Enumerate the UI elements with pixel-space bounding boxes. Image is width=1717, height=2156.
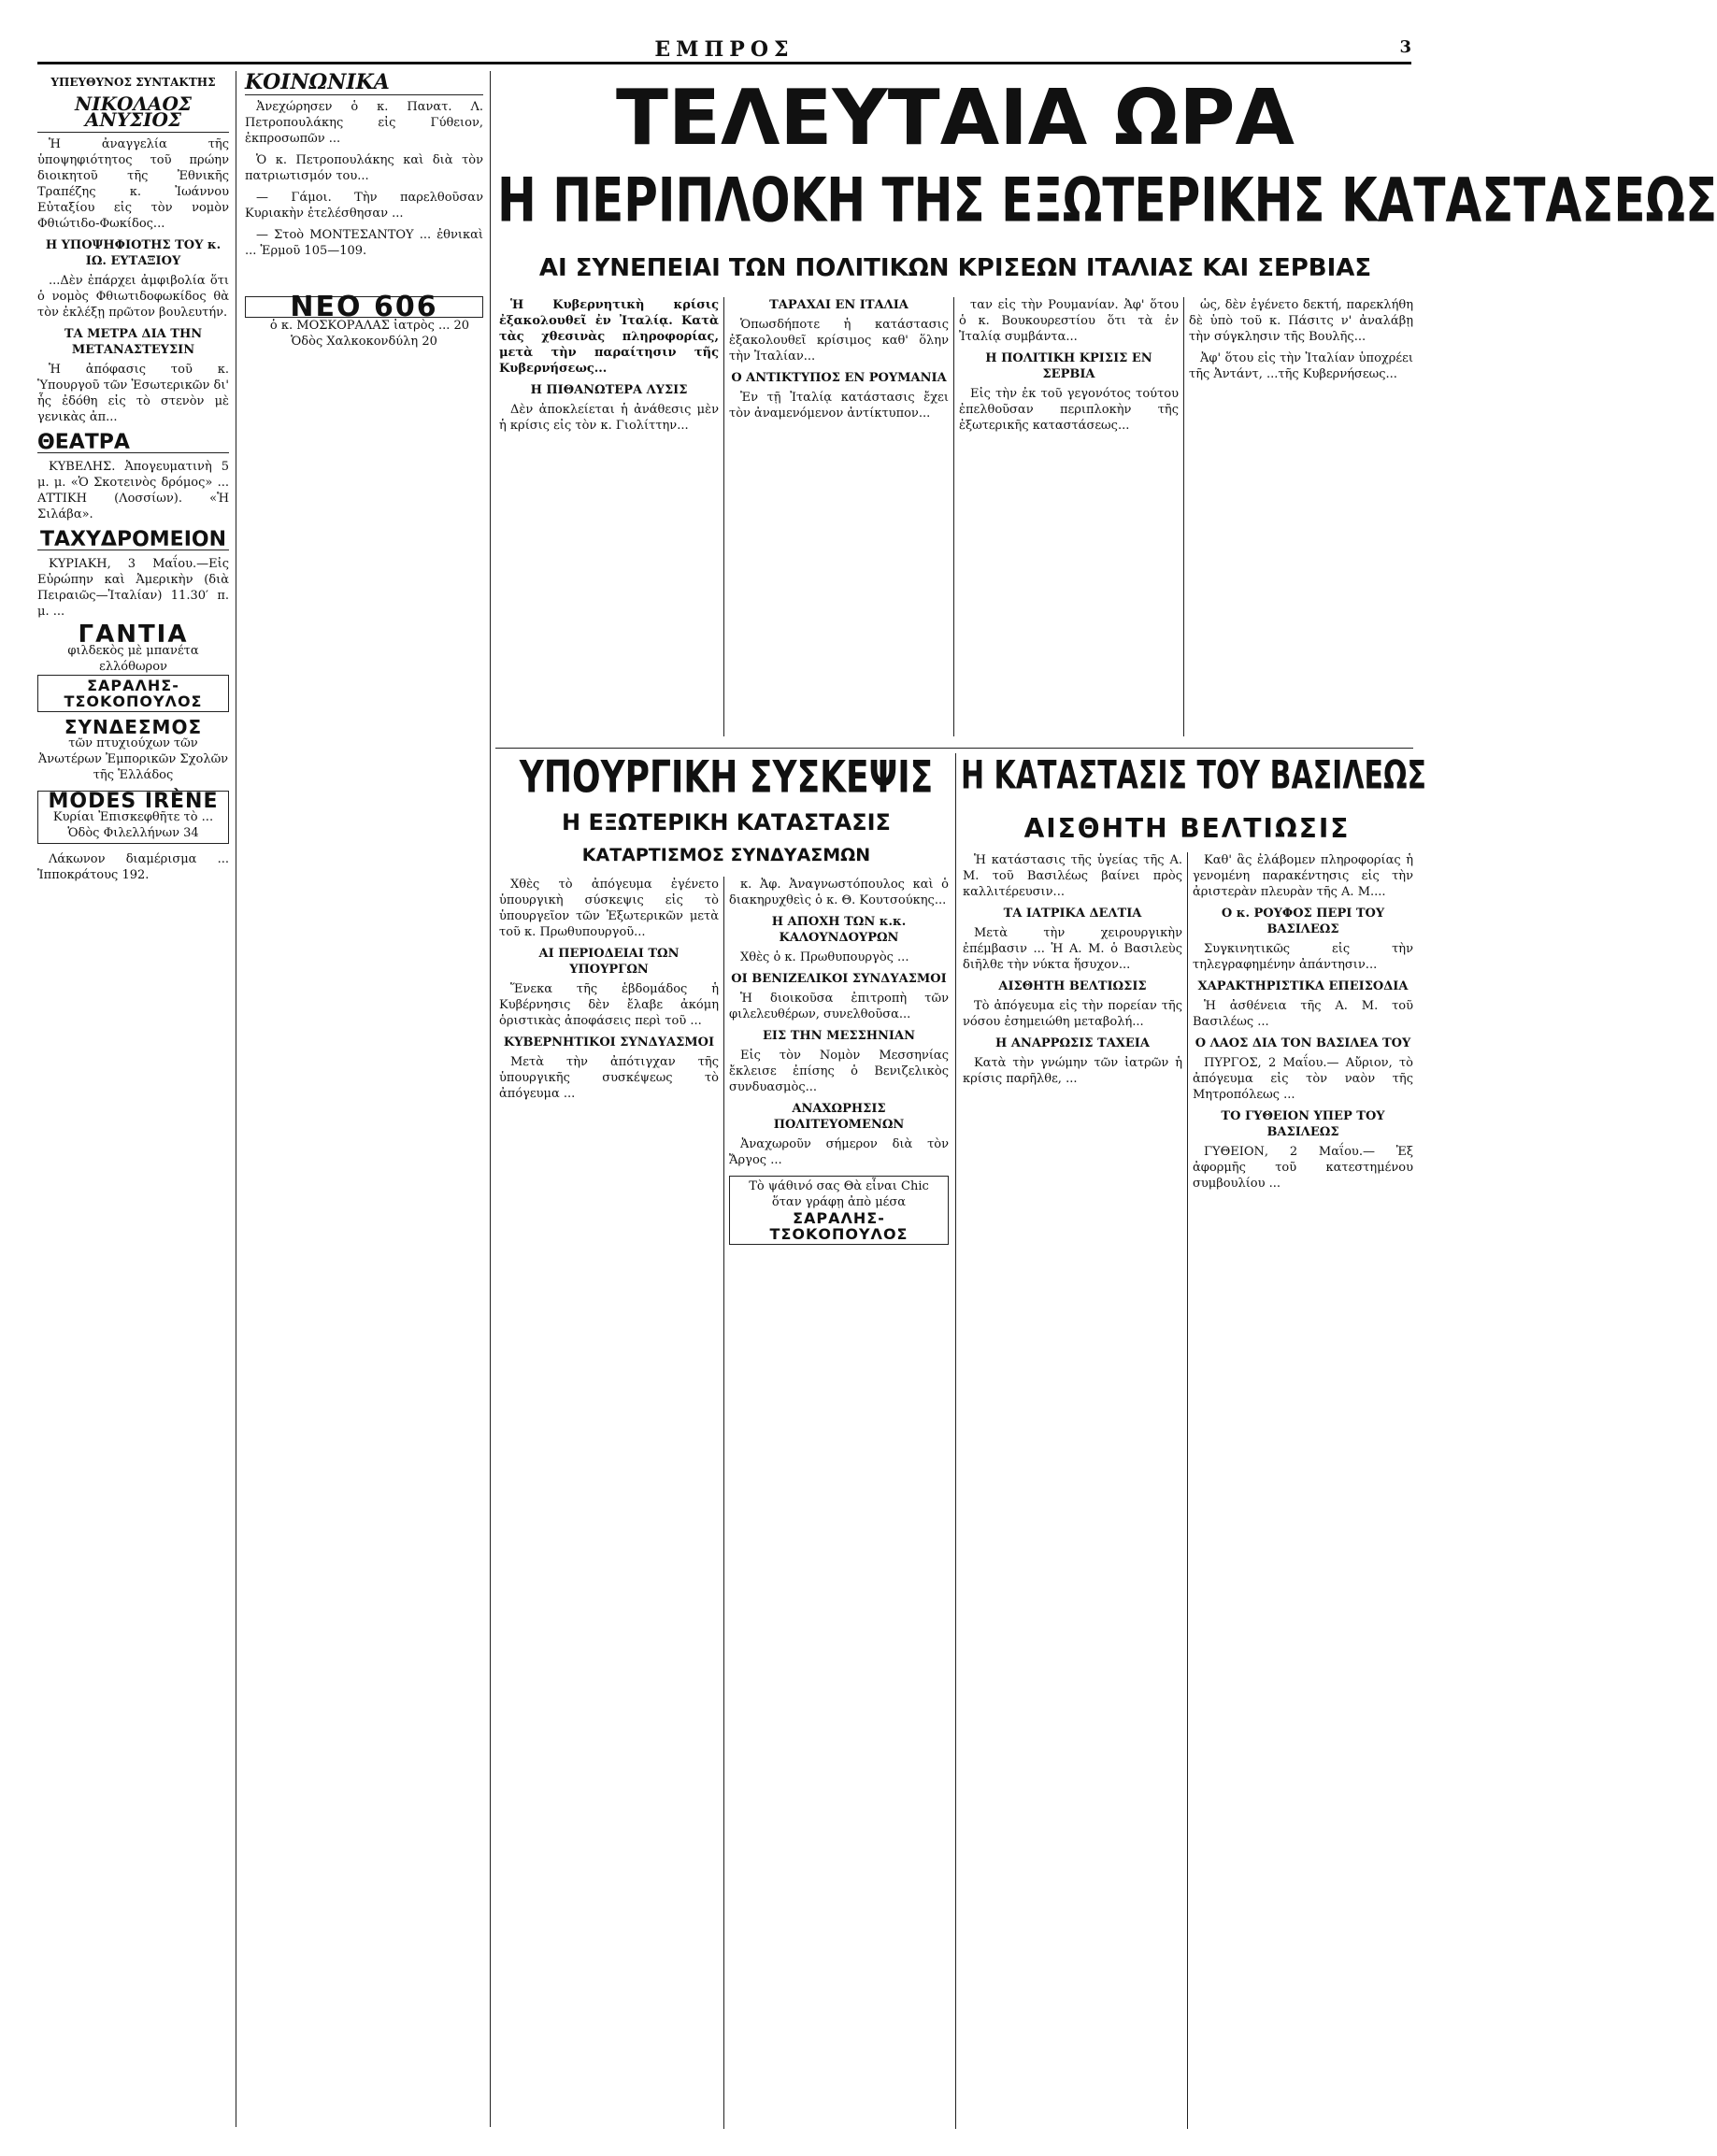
king-col2-text5: ΓΥΘΕΙΟΝ, 2 Μαΐου.— Ἐξ ἀφορμῆς τοῦ κατεστημένου συμβουλίου ... xyxy=(1193,1145,1413,1191)
king-col1-text: Ἡ κατάστασις τῆς ὑγείας τῆς Α. Μ. τοῦ Βασιλέως βαίνει πρὸς καλλιτέρευσιν... xyxy=(963,853,1182,899)
mid-col2-text5: Ἀναχωροῦν σήμερον διὰ τὸν Ἄργος ... xyxy=(729,1137,949,1167)
col2-para1: Ἀνεχώρησεν ὁ κ. Πανατ. Λ. Πετροπουλάκης εἰς Γύθειον, ἐκπροσωπῶν ... xyxy=(245,100,483,146)
cabinet-meeting-sub: Η ΕΞΩΤΕΡΙΚΗ ΚΑΤΑΣΤΑΣΙΣ xyxy=(562,809,891,835)
column-rule-5 xyxy=(1183,297,1184,736)
king-col2-text3: Ἡ ἀσθένεια τῆς Α. Μ. τοῦ Βασιλέως ... xyxy=(1193,999,1413,1029)
col1-subhead2: ΤΑ ΜΕΤΡΑ ΔΙΑ ΤΗΝ ΜΕΤΑΝΑΣΤΕΥΣΙΝ xyxy=(64,327,203,357)
top-story-rule xyxy=(495,748,1413,749)
ad-gloves-title: ΓΑΝΤΙΑ xyxy=(78,621,189,649)
top-col4-text: ὡς, δὲν ἐγένετο δεκτή, παρεκλήθη δὲ ὑπὸ τοῦ κ. Πάσιτς ν' ἀναλάβῃ τὴν σύγκλησιν τῆς Βουλῆς... xyxy=(1189,298,1413,344)
post-heading: ΤΑΧΥΔΡΟΜΕΙΟΝ xyxy=(37,532,229,550)
masthead xyxy=(37,37,1411,64)
mid-col1-text: Χθὲς τὸ ἀπόγευμα ἐγένετο ὑπουργικὴ σύσκεψις εἰς τὸ ὑπουργεῖον τῶν Ἐξωτερικῶν μετὰ τοῦ κ. Πρωθυπουργοῦ... xyxy=(499,878,719,939)
king-col1-text3: Τὸ ἀπόγευμα εἰς τὴν πορείαν τῆς νόσου ἐσημειώθη μεταβολή... xyxy=(963,999,1182,1029)
mid-col-1 xyxy=(499,877,719,2129)
ad-modes-irene xyxy=(37,791,229,844)
ad-association-title: ΣΥΝΔΕΣΜΟΣ xyxy=(64,716,203,738)
mid-col2-subhead4: ΕΙΣ ΤΗΝ ΜΕΣΣΗΝΙΑΝ xyxy=(763,1029,915,1043)
mid-col1-text2: Ἕνεκα τῆς ἑβδομάδος ἡ Κυβέρνησις δὲν ἔλαβε ἀκόμη ὁριστικὰς ἀποφάσεις περὶ τοῦ ... xyxy=(499,982,719,1028)
mid-col2-text4: Εἰς τὸν Νομὸν Μεσσηνίας ἔκλεισε ἐπίσης ὁ Βενιζελικὸς συνδυασμὸς... xyxy=(729,1049,949,1094)
ad-gloves-sub: φιλδεκὸς μὲ μπανέτα ελλόθωρον xyxy=(67,644,199,674)
column-rule-8 xyxy=(1187,852,1188,2129)
mid-col2-text3: Ἡ διοικοῦσα ἐπιτροπὴ τῶν φιλελευθέρων, συνελθοῦσα... xyxy=(729,992,949,1021)
king-col1-subhead2: ΤΑ ΙΑΤΡΙΚΑ ΔΕΛΤΙΑ xyxy=(1003,907,1142,921)
responsible-label: ΥΠΕΥΘΥΝΟΣ ΣΥΝΤΑΚΤΗΣ xyxy=(50,76,216,89)
social-heading: ΚΟΙΝΩΝΙΚΑ xyxy=(245,75,483,95)
top-headline: Η ΠΕΡΙΠΛΟΚΗ ΤΗΣ ΕΞΩΤΕΡΙΚΗΣ ΚΑΤΑΣΤΑΣΕΩΣ xyxy=(497,164,1717,236)
ad-gloves-firm: ΣΑΡΑΛΗΣ-ΤΣΟΚΟΠΟΥΛΟΣ xyxy=(37,675,229,712)
top-col3-text: ταν εἰς τὴν Ρουμανίαν. Ἀφ' ὅτου ὁ κ. Βουκουρεστίου ὅτι τὰ ἐν Ἰταλίᾳ συμβάντα... xyxy=(959,298,1179,344)
ad-straw-hat xyxy=(729,1176,949,1245)
ad-neo-606-title: ΝΕΟ 606 xyxy=(245,296,483,318)
top-col3-subhead: Η ΠΟΛΙΤΙΚΗ ΚΡΙΣΙΣ ΕΝ ΣΕΡΒΙΑ xyxy=(985,351,1152,381)
king-col2-text: Καθ' ἃς ἐλάβομεν πληροφορίας ἡ γενομένη παρακέντησις εἰς τὴν ἀριστερὰν πλευρὰν τῆς Α. Μ.... xyxy=(1193,853,1413,899)
mid-col1-subhead3: ΚΥΒΕΡΝΗΤΙΚΟΙ ΣΥΝΔΥΑΣΜΟΙ xyxy=(503,1035,715,1049)
ad-modes-irene-title: MODES IRÈNE xyxy=(48,790,219,813)
top-col-3 xyxy=(959,297,1179,746)
ad-modes-irene-sub: Κυρίαι Ἐπισκεφθῆτε τὸ ... Ὁδὸς Φιλελλήνων 34 xyxy=(52,810,214,840)
cabinet-meeting-headline: ΥΠΟΥΡΓΙΚΗ ΣΥΣΚΕΨΙΣ xyxy=(519,753,934,804)
king-col1-text4: Κατὰ τὴν γνώμην τῶν ἰατρῶν ἡ κρίσις παρῆλθε, ... xyxy=(963,1056,1182,1086)
top-col4-text2: Ἀφ' ὅτου εἰς τὴν Ἰταλίαν ὑποχρέει τῆς Ἀντάντ, ...τῆς Κυβερνήσεως... xyxy=(1189,351,1413,381)
col2-gamoi: — Γάμοι. Τὴν παρελθοῦσαν Κυριακὴν ἐτελέσθησαν ... xyxy=(245,191,483,221)
col2-para2: Ὁ κ. Πετροπουλάκης καὶ διὰ τὸν πατριωτισμόν του... xyxy=(245,153,483,183)
ad-association xyxy=(37,716,229,783)
top-subheadline: ΑΙ ΣΥΝΕΠΕΙΑΙ ΤΩΝ ΠΟΛΙΤΙΚΩΝ ΚΡΙΣΕΩΝ ΙΤΑΛΙΑΣ ΚΑΙ ΣΕΡΒΙΑΣ xyxy=(538,254,1372,282)
king-col2-text4: ΠΥΡΓΟΣ, 2 Μαΐου.— Αὔριον, τὸ ἀπόγευμα εἰς τὸν ναὸν τῆς Μητροπόλεως ... xyxy=(1193,1056,1413,1102)
king-col2-text2: Συγκινητικῶς εἰς τὴν τηλεγραφημένην ἀπάντησιν... xyxy=(1193,942,1413,972)
classifieds: Λάκωνον διαμέρισμα ... Ἱπποκράτους 192. xyxy=(37,852,229,882)
mid-col2-subhead5: ΑΝΑΧΩΡΗΣΙΣ ΠΟΛΙΤΕΥΟΜΕΝΩΝ xyxy=(773,1102,905,1132)
ad-straw-hat-text: Τὸ ψάθινό σας Θὰ εἶναι Chic ὅταν γράφῃ ἀπὸ μέσα xyxy=(749,1179,929,1209)
king-col2-subhead5: ΤΟ ΓΥΘΕΙΟΝ ΥΠΕΡ ΤΟΥ ΒΑΣΙΛΕΩΣ xyxy=(1221,1109,1385,1139)
king-col-2 xyxy=(1193,852,1413,2129)
ad-gloves xyxy=(37,621,229,712)
top-col-4 xyxy=(1189,297,1413,746)
king-col1-subhead3: ΑΙΣΘΗΤΗ ΒΕΛΤΙΩΣΙΣ xyxy=(998,979,1147,993)
mid-col2-subhead2: Η ΑΠΟΧΗ ΤΩΝ κ.κ. ΚΑΛΟΥΝΔΟΥΡΩΝ xyxy=(771,915,907,945)
mid-col1-subhead2: ΑΙ ΠΕΡΙΟΔΕΙΑΙ ΤΩΝ ΥΠΟΥΡΓΩΝ xyxy=(538,947,680,977)
col1-para1: Ἡ ἀναγγελία τῆς ὑποψηφιότητος τοῦ πρώην διοικητοῦ τῆς Ἐθνικῆς Τραπέζης κ. Ἰωάννου Εὐταξίου εἰς τὸν νομὸν Φθιώτιδο-Φωκίδος... xyxy=(37,137,229,231)
king-col1-text2: Μετὰ τὴν χειρουργικὴν ἐπέμβασιν ... Ἡ Α. Μ. ὁ Βασιλεὺς διῆλθε τὴν νύκτα ἥσυχον... xyxy=(963,926,1182,972)
king-col2-subhead4: Ο ΛΑΟΣ ΔΙΑ ΤΟΝ ΒΑΣΙΛΕΑ ΤΟΥ xyxy=(1195,1036,1411,1050)
newspaper-name: ΕΜΠΡΟΣ xyxy=(654,37,794,62)
top-col1-text: Ἡ Κυβερνητικὴ κρίσις ἐξακολουθεῖ ἐν Ἰταλίᾳ. Κατὰ τὰς χθεσινὰς πληροφορίας, μετὰ τὴν παραίτησιν τῆς Κυβερνήσεως... xyxy=(499,298,719,376)
king-headline: Η ΚΑΤΑΣΤΑΣΙΣ ΤΟΥ ΒΑΣΙΛΕΩΣ xyxy=(961,752,1427,799)
column-rule-2 xyxy=(490,71,491,2127)
king-col2-subhead3: ΧΑΡΑΚΤΗΡΙΣΤΙΚΑ ΕΠΕΙΣΟΔΙΑ xyxy=(1197,979,1409,993)
theatre-text: ΚΥΒΕΛΗΣ. Ἀπογευματινὴ 5 μ. μ. «Ὁ Σκοτεινὸς δρόμος» ... ΑΤΤΙΚΗ (Λοσσίων). «Ἡ Σιλάβα». xyxy=(37,460,229,521)
top-kicker: ΤΕΛΕΥΤΑΙΑ ΩΡΑ xyxy=(616,74,1295,163)
col1-subhead1: Η ΥΠΟΨΗΦΙΟΤΗΣ ΤΟΥ κ. ΙΩ. ΕΥΤΑΞΙΟΥ xyxy=(45,238,222,268)
mid-col2-text2: Χθὲς ὁ κ. Πρωθυπουργὸς ... xyxy=(740,950,909,964)
cabinet-meeting-sub2: ΚΑΤΑΡΤΙΣΜΟΣ ΣΥΝΔΥΑΣΜΩΝ xyxy=(581,845,871,865)
king-col-1 xyxy=(963,852,1182,2129)
column-rule-4 xyxy=(953,297,954,736)
column-rule-3 xyxy=(723,297,724,736)
mid-col2-subhead3: ΟΙ ΒΕΝΙΖΕΛΙΚΟΙ ΣΥΝΔΥΑΣΜΟΙ xyxy=(731,972,947,986)
top-col-2 xyxy=(729,297,949,746)
column-rule-6 xyxy=(723,877,724,2129)
ad-neo-606-text: ὁ κ. ΜΟΣΚΟΡΑΛΑΣ ἰατρὸς ... 20 Ὁδὸς Χαλκοκονδύλη 20 xyxy=(269,319,470,349)
ad-association-sub: τῶν πτυχιούχων τῶν Ἀνωτέρων Ἐμπορικῶν Σχολῶν τῆς Ἑλλάδος xyxy=(37,736,229,782)
column-rule-7 xyxy=(955,753,956,2129)
top-col2-subhead: Ο ΑΝΤΙΚΤΥΠΟΣ ΕΝ ΡΟΥΜΑΝΙΑ xyxy=(731,371,947,385)
mid-col-2 xyxy=(729,877,949,2129)
top-col3-text2: Εἰς τὴν ἐκ τοῦ γεγονότος τούτου ἐπελθοῦσαν περιπλοκὴν τῆς ἐξωτερικῆς καταστάσεως... xyxy=(959,387,1179,433)
col1-para3: Ἡ ἀπόφασις τοῦ κ. Ὑπουργοῦ τῶν Ἐσωτερικῶν δι' ἧς ἐδόθη εἰς τὸ στενὸν μὲ γενικὰς ἀπ... xyxy=(37,363,229,424)
post-text: ΚΥΡΙΑΚΗ, 3 Μαΐου.—Εἰς Εὐρώπην καὶ Ἀμερικὴν (διὰ Πειραιῶς—Ἰταλίαν) 11.30′ π. μ. ... xyxy=(37,557,229,619)
responsible-name: ΝΙΚΟΛΑΟΣ ΑΝΥΣΙΟΣ xyxy=(37,96,229,133)
theatre-heading: ΘΕΑΤΡΑ xyxy=(37,435,229,453)
top-col2-text2: Ἐν τῇ Ἰταλίᾳ κατάστασις ἔχει τὸν ἀναμενόμενον ἀντίκτυπον... xyxy=(729,391,949,421)
top-col1-subhead: Η ΠΙΘΑΝΩΤΕΡΑ ΛΥΣΙΣ xyxy=(530,383,688,397)
top-col1-text2: Δὲν ἀποκλείεται ἡ ἀνάθεσις μὲν ἡ κρίσις εἰς τὸν κ. Γιολίττην... xyxy=(499,403,719,433)
king-col2-subhead2: Ο κ. ΡΟΥΦΟΣ ΠΕΡΙ ΤΟΥ ΒΑΣΙΛΕΩΣ xyxy=(1221,907,1385,936)
king-sub: ΑΙΣΘΗΤΗ ΒΕΛΤΙΩΣΙΣ xyxy=(1023,813,1351,844)
mid-col1-text3: Μετὰ τὴν ἀπότιγχαν τῆς ὑπουργικῆς συσκέψεως τὸ ἀπόγευμα ... xyxy=(499,1055,719,1101)
top-col-1 xyxy=(499,297,719,746)
king-col1-subhead4: Η ΑΝΑΡΡΩΣΙΣ ΤΑΧΕΙΑ xyxy=(995,1036,1150,1050)
ad-neo-606 xyxy=(245,291,483,350)
top-col2-head: ΤΑΡΑΧΑΙ ΕΝ ΙΤΑΛΙΑ xyxy=(769,298,909,312)
col2-ads: — Στοὸ ΜΟΝΤΕΣΑΝΤΟΥ ... ἐθνικαὶ ... Ἑρμοῦ 105—109. xyxy=(245,228,483,258)
ad-straw-hat-firm: ΣΑΡΑΛΗΣ-ΤΣΟΚΟΠΟΥΛΟΣ xyxy=(769,1209,909,1243)
col1-para2: ...Δὲν ἐπάρχει ἀμφιβολία ὅτι ὁ νομὸς Φθιωτιδοφωκίδος θὰ τὸν ἐκλέξῃ πρῶτον βουλευτήν. xyxy=(37,274,229,320)
column-2 xyxy=(245,70,483,2131)
column-1 xyxy=(37,75,229,2131)
top-col2-text: Ὁπωσδήποτε ἡ κατάστασις ἐξακολουθεῖ κρίσιμος καθ' ὅλην τὴν Ἰταλίαν... xyxy=(729,318,949,364)
mid-col2-text: κ. Ἀφ. Ἀναγνωστόπουλος καὶ ὁ διακηρυχθεὶς ὁ κ. Θ. Κουτσούκης... xyxy=(729,878,949,907)
page-number: 3 xyxy=(1399,37,1411,57)
